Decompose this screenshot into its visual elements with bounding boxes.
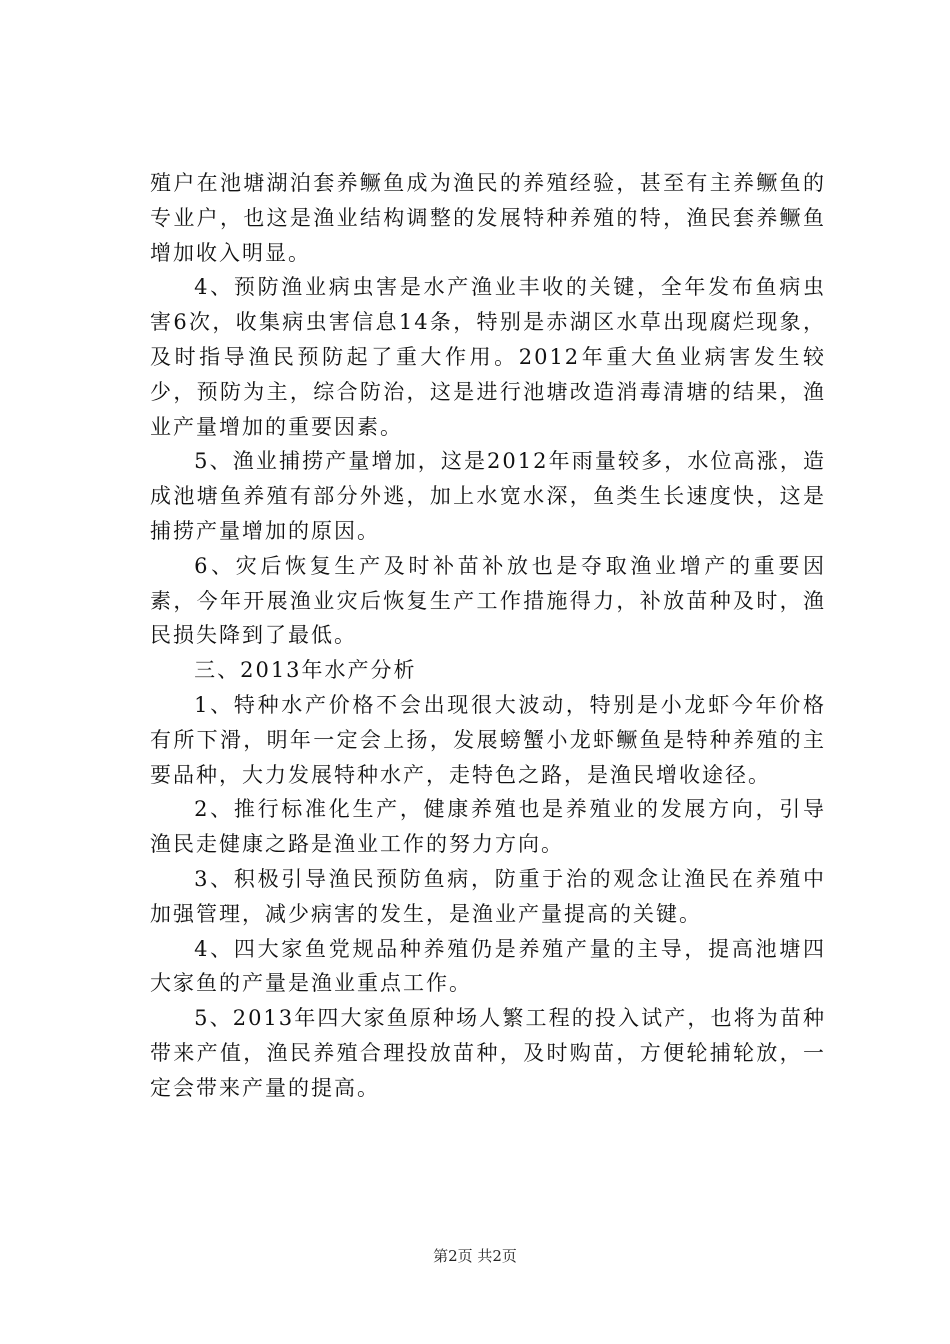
paragraph-analysis-5: 5、2013年四大家鱼原种场人繁工程的投入试产，也将为苗种带来产值，渔民养殖合理投放苗种，及时购苗，方便轮捕轮放，一定会带来产量的提高。 (150, 1006, 826, 1100)
paragraph-analysis-2: 2、推行标准化生产，健康养殖也是养殖业的发展方向，引导渔民走健康之路是渔业工作的努力方向。 (150, 797, 826, 857)
paragraph-item-4-pest-prevention: 4、预防渔业病虫害是水产渔业丰收的关键，全年发布鱼病虫害6次，收集病虫害信息14条，特别是赤湖区水草出现腐烂现象，及时指导渔民预防起了重大作用。2012年重大鱼业病害发生较少，预防为主，综合防治，这是进行池塘改造消毒清塘的结果，渔业产量增加的重要因素。 (150, 275, 826, 439)
paragraph-analysis-4: 4、四大家鱼党规品种养殖仍是养殖产量的主导，提高池塘四大家鱼的产量是渔业重点工作。 (150, 936, 826, 996)
page-number-footer: 第2页 共2页 (433, 1247, 517, 1265)
paragraph-item-5-catch-increase: 5、渔业捕捞产量增加，这是2012年雨量较多，水位高涨，造成池塘鱼养殖有部分外逃，加上水宽水深，鱼类生长速度快，这是捕捞产量增加的原因。 (150, 449, 826, 543)
paragraph-item-6-disaster-recovery: 6、灾后恢复生产及时补苗补放也是夺取渔业增产的重要因素，今年开展渔业灾后恢复生产工作措施得力，补放苗种及时，渔民损失降到了最低。 (150, 553, 826, 648)
section-heading-2013-analysis: 三、2013年水产分析 (194, 658, 417, 683)
document-body (150, 166, 826, 1106)
paragraph-analysis-3: 3、积极引导渔民预防鱼病，防重于治的观念让渔民在养殖中加强管理，减少病害的发生，是渔业产量提高的关键。 (150, 866, 826, 926)
paragraph-continuation: 殖户在池塘湖泊套养鳜鱼成为渔民的养殖经验，甚至有主养鳜鱼的专业户，也这是渔业结构调整的发展特种养殖的特，渔民套养鳜鱼增加收入明显。 (150, 171, 826, 265)
paragraph-analysis-1: 1、特种水产价格不会出现很大波动，特别是小龙虾今年价格有所下滑，明年一定会上扬，发展螃蟹小龙虾鳜鱼是特种养殖的主要品种，大力发展特种水产，走特色之路，是渔民增收途径。 (150, 692, 826, 787)
